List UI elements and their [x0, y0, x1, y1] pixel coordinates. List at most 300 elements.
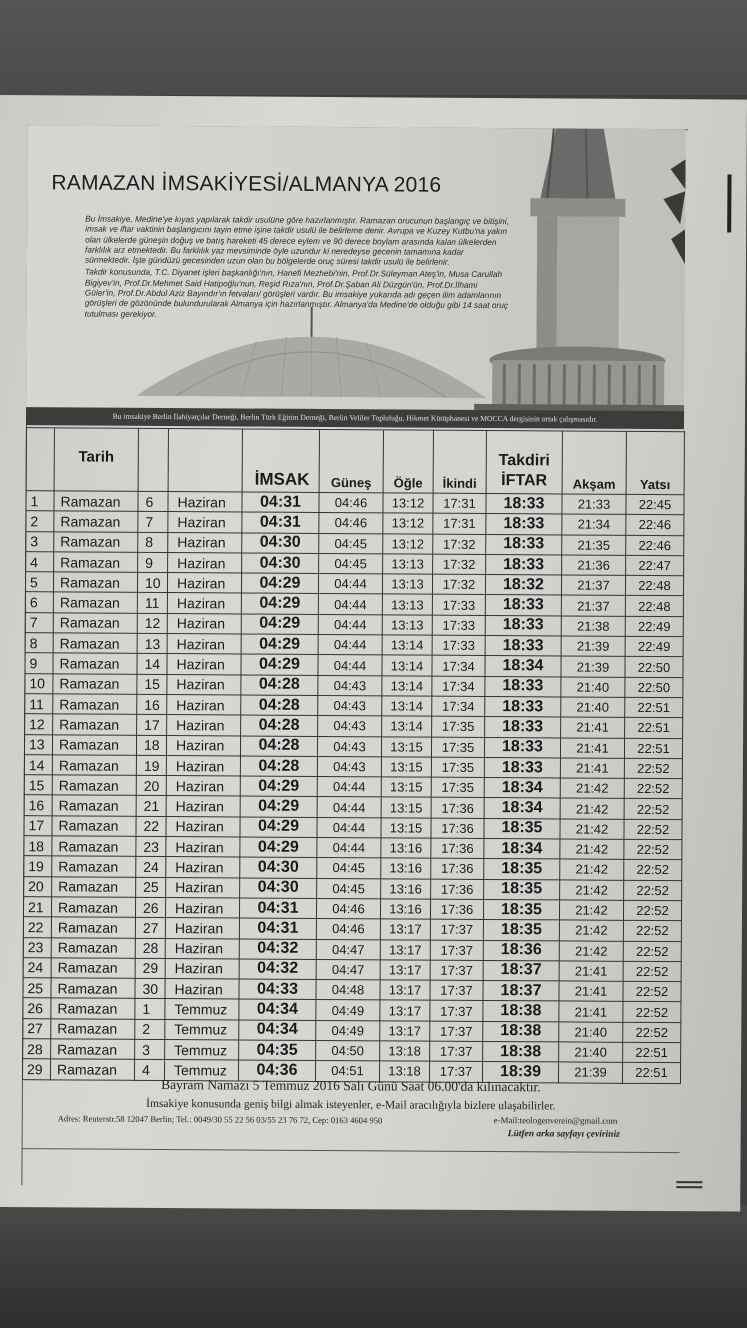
cell-day: 26: [135, 897, 165, 917]
cell-ikindi: 17:37: [430, 1001, 483, 1022]
cell-month: Haziran: [165, 958, 239, 979]
cell-aksam: 21:41: [559, 961, 623, 982]
cell-aksam: 21:42: [559, 900, 623, 921]
cell-yatsi: 22:48: [625, 576, 683, 597]
cell-iftar: 18:38: [483, 1041, 559, 1062]
cell-ikindi: 17:37: [430, 1041, 483, 1062]
cell-ogle: 13:16: [381, 858, 431, 879]
cell-no: 12: [25, 714, 53, 734]
cell-day: 28: [135, 938, 165, 958]
cell-no: 23: [23, 937, 51, 957]
cell-day: 18: [136, 735, 166, 755]
cell-aksam: 21:37: [561, 575, 625, 596]
cell-imsak: 04:31: [242, 492, 319, 513]
cell-yatsi: 22:49: [625, 616, 683, 637]
cell-iftar: 18:33: [485, 615, 561, 636]
cell-month: Haziran: [167, 634, 241, 655]
cell-ikindi: 17:35: [431, 737, 484, 758]
cell-iftar: 18:35: [484, 818, 560, 839]
cell-gunes: 04:44: [317, 837, 381, 858]
cell-imsak: 04:29: [241, 654, 318, 675]
cell-yatsi: 22:48: [625, 596, 683, 617]
cell-ramazan: Ramazan: [53, 592, 137, 613]
cell-month: Haziran: [165, 897, 239, 918]
cell-imsak: 04:28: [240, 736, 317, 757]
cell-iftar: 18:33: [484, 757, 560, 778]
page-title: RAMAZAN İMSAKİYESİ/ALMANYA 2016: [51, 171, 442, 197]
cell-day: 14: [137, 654, 167, 674]
header-ikindi: İkindi: [433, 430, 486, 493]
cell-yatsi: 22:51: [625, 697, 683, 718]
cell-imsak: 04:29: [241, 573, 318, 594]
cell-month: Haziran: [168, 532, 242, 553]
cell-yatsi: 22:46: [626, 515, 684, 536]
header-month: [168, 429, 242, 492]
cell-ramazan: Ramazan: [54, 491, 138, 512]
cell-ogle: 13:17: [380, 980, 430, 1001]
cell-ogle: 13:15: [381, 757, 431, 778]
cell-no: 22: [23, 917, 51, 937]
document: [21, 125, 685, 1189]
header-yatsi: Yatsı: [626, 431, 684, 494]
header-gunes: Güneş: [319, 429, 383, 492]
cell-no: 10: [25, 673, 53, 693]
cell-aksam: 21:40: [559, 1022, 623, 1043]
cell-ikindi: 17:34: [432, 656, 485, 677]
cell-no: 8: [25, 633, 53, 653]
cell-ikindi: 17:37: [429, 1061, 482, 1082]
cell-no: 6: [25, 592, 53, 612]
cell-ramazan: Ramazan: [51, 937, 135, 958]
cell-no: 11: [25, 694, 53, 714]
header-tarih: Tarih: [54, 428, 138, 492]
cell-month: Haziran: [167, 593, 241, 614]
cell-ogle: 13:17: [380, 939, 430, 960]
cell-imsak: 04:34: [239, 999, 316, 1020]
cell-ramazan: Ramazan: [50, 1059, 134, 1080]
cell-day: 9: [138, 552, 168, 572]
cell-month: Temmuz: [165, 1019, 239, 1040]
cell-day: 29: [135, 958, 165, 978]
cell-gunes: 04:43: [317, 756, 381, 777]
cell-ramazan: Ramazan: [51, 978, 135, 999]
cell-aksam: 21:40: [559, 1042, 623, 1063]
cell-yatsi: 22:49: [625, 636, 683, 657]
cell-month: Haziran: [167, 715, 241, 736]
cell-yatsi: 22:52: [624, 778, 682, 799]
cell-gunes: 04:44: [317, 817, 381, 838]
cell-ramazan: Ramazan: [52, 755, 136, 776]
intro-paragraph-1: Bu İmsakiye, Medine'ye kıyas yapılarak takdir usulüne göre hazırlanmıştır. Ramazan orucunun başlangıç ve bitişini, imsak ve iftar vaktinin başlangıcını tayin etme işine takdir usulü ile belirleme denir. Avrupa ve Kuzey Kutbu'na yakın olan ülkelerde güneşin doğuş ve batış hareketi 45 derece eylem ve 90 derece boylam arasında kalan ülkelerden farklılık arz etmektedir. Bu farklılık yaz mevsiminde öyle uzundur ki neredeyse gecenin tamamına kadar sürmektedir. İşte gündüzü gecesinden uzun olan bu bölgelerde oruç süresi takdir usulü ile belirlenir.: [84, 213, 509, 267]
cell-no: 4: [26, 552, 54, 572]
cell-imsak: 04:30: [240, 857, 317, 878]
cell-ikindi: 17:31: [433, 493, 486, 514]
cell-aksam: 21:40: [561, 697, 625, 718]
cell-day: 8: [138, 532, 168, 552]
cell-month: Haziran: [168, 512, 242, 533]
cell-month: Haziran: [167, 613, 241, 634]
cell-ikindi: 17:36: [430, 899, 483, 920]
cell-no: 17: [24, 815, 52, 835]
cell-ikindi: 17:35: [431, 777, 484, 798]
cell-no: 26: [23, 998, 51, 1018]
cell-ramazan: Ramazan: [53, 653, 137, 674]
cell-month: Haziran: [166, 776, 240, 797]
cell-ramazan: Ramazan: [53, 633, 137, 654]
cell-month: Haziran: [165, 918, 239, 939]
cell-ogle: 13:16: [381, 838, 431, 859]
intro-paragraph-2: Takdir konusunda, T.C. Diyanet işleri başkanlığı'nın, Hanefi Mezhebi'nin, Prof.Dr.Süleyman Ateş'in, Musa Carullah Bigiyev'in, Prof.Dr.Mehmet Said Hatipoğlu'nun, Reşid Rıza'nın, Prof.Dr.Şaban Ali Düzgün'ün, Prof.Dr.İlhami Güler'in, Prof.Dr.Abdul Aziz Bayındır'ın fetvaları/ görüşleri vardır. Bu imsakiye yukarıda adı geçen ilim adamlarının görüşleri de gözönünde bulundurularak Almanya için hazırlanmıştır. Almanya'da Medine'de olduğu gibi 14 saat oruç tutulması gerekiyor.: [84, 267, 509, 319]
cell-ramazan: Ramazan: [53, 613, 137, 634]
cell-day: 25: [136, 877, 166, 897]
cell-no: 15: [24, 775, 52, 795]
cell-aksam: 21:42: [560, 880, 624, 901]
cell-ogle: 13:13: [382, 615, 432, 636]
paper-sheet: [0, 95, 747, 1212]
turn-page-note: Lütfen arka sayfayı çeviriniz: [507, 1129, 620, 1140]
cell-gunes: 04:44: [318, 594, 382, 615]
cell-no: 2: [26, 511, 54, 531]
cell-yatsi: 22:52: [623, 961, 681, 982]
cell-day: 30: [135, 978, 165, 998]
cell-aksam: 21:33: [562, 494, 626, 515]
cell-ogle: 13:13: [382, 574, 432, 595]
cell-ramazan: Ramazan: [51, 1039, 135, 1060]
cell-day: 7: [138, 512, 168, 532]
cell-ikindi: 17:35: [431, 757, 484, 778]
cell-month: Temmuz: [165, 999, 239, 1020]
cell-ogle: 13:15: [381, 797, 431, 818]
cell-day: 16: [137, 694, 167, 714]
intro-text: [85, 214, 511, 324]
cell-aksam: 21:42: [560, 778, 624, 799]
cell-yatsi: 22:52: [624, 799, 682, 820]
cell-aksam: 21:42: [559, 940, 623, 961]
cell-imsak: 04:28: [240, 756, 317, 777]
cell-day: 15: [137, 674, 167, 694]
cell-yatsi: 22:51: [625, 718, 683, 739]
cell-ogle: 13:15: [381, 818, 431, 839]
page-edge-mark: [727, 174, 731, 232]
prayer-times-table: [22, 427, 685, 1084]
cell-imsak: 04:31: [239, 898, 316, 919]
cell-gunes: 04:45: [319, 553, 383, 574]
cell-imsak: 04:30: [242, 553, 319, 574]
cell-ogle: 13:17: [380, 960, 430, 981]
cell-gunes: 04:48: [316, 980, 380, 1001]
cell-yatsi: 22:51: [623, 1042, 681, 1063]
cell-ikindi: 17:33: [432, 615, 485, 636]
cell-ogle: 13:17: [380, 919, 430, 940]
email-link[interactable]: e-Mail:teologenverein@gmail.com: [493, 1115, 618, 1126]
cell-no: 24: [23, 957, 51, 977]
cell-ramazan: Ramazan: [54, 511, 138, 532]
cell-no: 3: [26, 531, 54, 551]
cell-iftar: 18:34: [484, 778, 560, 799]
cell-yatsi: 22:52: [624, 839, 682, 860]
cell-imsak: 04:31: [239, 918, 316, 939]
cell-ogle: 13:14: [382, 696, 432, 717]
cell-aksam: 21:39: [558, 1062, 622, 1083]
cell-imsak: 04:29: [240, 796, 317, 817]
cell-no: 16: [24, 795, 52, 815]
cell-month: Haziran: [166, 877, 240, 898]
cell-ramazan: Ramazan: [52, 816, 136, 837]
cell-ogle: 13:12: [383, 513, 433, 534]
cell-aksam: 21:34: [562, 514, 626, 535]
cell-iftar: 18:33: [485, 717, 561, 738]
cell-no: 25: [23, 978, 51, 998]
cell-iftar: 18:33: [486, 534, 562, 555]
cell-imsak: 04:31: [242, 512, 319, 533]
cell-no: 27: [23, 1018, 51, 1038]
header-ogle: Öğle: [383, 430, 433, 493]
cell-no: 29: [22, 1059, 50, 1079]
cell-gunes: 04:44: [318, 635, 382, 656]
cell-gunes: 04:49: [316, 1000, 380, 1021]
cell-no: 19: [24, 856, 52, 876]
cell-day: 23: [136, 836, 166, 856]
cell-no: 18: [24, 836, 52, 856]
cell-ramazan: Ramazan: [51, 917, 135, 938]
cell-imsak: 04:29: [240, 817, 317, 838]
cell-ogle: 13:13: [383, 554, 433, 575]
cell-aksam: 21:41: [559, 981, 623, 1002]
cell-aksam: 21:42: [560, 819, 624, 840]
cell-ikindi: 17:31: [433, 513, 486, 534]
cell-ogle: 13:18: [380, 1041, 430, 1062]
cell-yatsi: 22:52: [624, 819, 682, 840]
cell-iftar: 18:35: [483, 899, 559, 920]
cell-gunes: 04:44: [318, 614, 382, 635]
cell-yatsi: 22:52: [623, 941, 681, 962]
cell-ikindi: 17:37: [430, 940, 483, 961]
cell-ikindi: 17:35: [432, 716, 485, 737]
cell-aksam: 21:41: [560, 758, 624, 779]
header-day: [138, 428, 168, 491]
cell-imsak: 04:29: [240, 837, 317, 858]
cell-ogle: 13:18: [379, 1061, 429, 1082]
cell-month: Haziran: [167, 573, 241, 594]
cell-ikindi: 17:32: [433, 534, 486, 555]
cell-iftar: 18:34: [484, 798, 560, 819]
cell-ogle: 13:15: [381, 736, 431, 757]
cell-month: Temmuz: [165, 1040, 239, 1061]
cell-no: 28: [23, 1039, 51, 1059]
header-area: [26, 125, 686, 413]
cell-imsak: 04:30: [240, 878, 317, 899]
cell-ramazan: Ramazan: [54, 552, 138, 573]
cell-gunes: 04:43: [318, 716, 382, 737]
cell-iftar: 18:36: [483, 940, 559, 961]
cell-ikindi: 17:33: [432, 595, 485, 616]
cell-imsak: 04:35: [239, 1040, 316, 1061]
cell-iftar: 18:33: [486, 493, 562, 514]
cell-yatsi: 22:46: [626, 535, 684, 556]
cell-imsak: 04:34: [239, 1020, 316, 1041]
cell-gunes: 04:43: [317, 736, 381, 757]
cell-ikindi: 17:37: [430, 960, 483, 981]
cell-iftar: 18:33: [485, 636, 561, 657]
header-aksam: Akşam: [562, 431, 626, 494]
cell-gunes: 04:51: [315, 1061, 379, 1082]
cell-ramazan: Ramazan: [53, 714, 137, 735]
cell-imsak: 04:28: [241, 675, 318, 696]
cell-day: 1: [135, 999, 165, 1019]
cell-month: Haziran: [168, 492, 242, 513]
cell-ogle: 13:12: [383, 493, 433, 514]
cell-no: 13: [24, 734, 52, 754]
cell-month: Haziran: [166, 755, 240, 776]
cell-day: 6: [138, 491, 168, 511]
cell-gunes: 04:44: [317, 777, 381, 798]
cell-gunes: 04:44: [318, 574, 382, 595]
cell-yatsi: 22:51: [622, 1063, 680, 1084]
cell-imsak: 04:32: [239, 959, 316, 980]
cell-ikindi: 17:32: [433, 554, 486, 575]
header-iftar: [486, 430, 562, 493]
cell-aksam: 21:38: [561, 616, 625, 637]
cell-aksam: 21:42: [560, 798, 624, 819]
cell-month: Haziran: [166, 837, 240, 858]
cell-iftar: 18:33: [485, 696, 561, 717]
cell-ogle: 13:14: [382, 676, 432, 697]
cell-aksam: 21:41: [561, 717, 625, 738]
cell-imsak: 04:30: [242, 533, 319, 554]
cell-yatsi: 22:52: [623, 981, 681, 1002]
cell-ogle: 13:14: [382, 635, 432, 656]
cell-aksam: 21:36: [562, 555, 626, 576]
cell-day: 22: [136, 816, 166, 836]
cell-imsak: 04:33: [239, 979, 316, 1000]
cell-gunes: 04:44: [318, 655, 382, 676]
cell-gunes: 04:43: [318, 675, 382, 696]
cell-aksam: 21:42: [560, 839, 624, 860]
address: Adres: Reuterstr.58 12047 Berlin; Tel.: 0049/30 55 22 56 03/55 23 76 72, Cep: 0163 4604 950: [57, 1113, 383, 1126]
cell-aksam: 21:37: [561, 595, 625, 616]
cell-imsak: 04:36: [238, 1060, 315, 1081]
cell-ramazan: Ramazan: [54, 531, 138, 552]
cell-imsak: 04:29: [240, 776, 317, 797]
cell-aksam: 21:41: [560, 737, 624, 758]
cell-iftar: 18:39: [482, 1062, 558, 1083]
cell-imsak: 04:29: [241, 614, 318, 635]
cell-yatsi: 22:45: [626, 494, 684, 515]
cell-yatsi: 22:51: [624, 738, 682, 759]
cell-aksam: 21:39: [561, 636, 625, 657]
bayram-notice: Bayram Namazı 5 Temmuz 2016 Salı Günü Saat 06.00'da kılınacaktır.: [161, 1077, 541, 1095]
cell-no: 21: [23, 897, 51, 917]
cell-iftar: 18:34: [484, 839, 560, 860]
cell-ramazan: Ramazan: [51, 998, 135, 1019]
cell-yatsi: 22:47: [626, 555, 684, 576]
table-header-row: [26, 428, 684, 495]
cell-no: 20: [24, 876, 52, 896]
cell-day: 3: [135, 1039, 165, 1059]
cell-gunes: 04:47: [316, 939, 380, 960]
cell-day: 19: [136, 755, 166, 775]
cell-imsak: 04:29: [241, 593, 318, 614]
cell-iftar: 18:33: [484, 737, 560, 758]
cell-ikindi: 17:36: [431, 818, 484, 839]
cell-month: Haziran: [167, 694, 241, 715]
cell-ramazan: Ramazan: [53, 694, 137, 715]
cell-no: 14: [24, 755, 52, 775]
footer-line: [22, 1148, 680, 1153]
cell-iftar: 18:32: [485, 575, 561, 596]
cell-ikindi: 17:32: [432, 574, 485, 595]
cell-day: 13: [137, 633, 167, 653]
cell-imsak: 04:28: [241, 695, 318, 716]
cell-gunes: 04:45: [317, 878, 381, 899]
cell-iftar: 18:33: [485, 676, 561, 697]
cell-iftar: 18:33: [486, 554, 562, 575]
cell-iftar: 18:33: [485, 595, 561, 616]
cell-iftar: 18:35: [484, 859, 560, 880]
cell-yatsi: 22:52: [623, 900, 681, 921]
cell-iftar: 18:37: [483, 960, 559, 981]
cell-ikindi: 17:33: [432, 635, 485, 656]
cell-yatsi: 22:52: [624, 880, 682, 901]
cell-aksam: 21:41: [559, 1001, 623, 1022]
cell-aksam: 21:40: [561, 677, 625, 698]
cell-day: 2: [135, 1019, 165, 1039]
cell-gunes: 04:45: [317, 858, 381, 879]
cell-ikindi: 17:36: [431, 838, 484, 859]
cell-no: 7: [25, 612, 53, 632]
cell-ikindi: 17:37: [430, 1021, 483, 1042]
cell-gunes: 04:47: [316, 959, 380, 980]
cell-yatsi: 22:52: [624, 758, 682, 779]
cell-iftar: 18:38: [483, 1001, 559, 1022]
cell-imsak: 04:28: [241, 715, 318, 736]
cell-yatsi: 22:50: [625, 677, 683, 698]
cell-ramazan: Ramazan: [52, 734, 136, 755]
background-bottom: [0, 1205, 747, 1328]
cell-ramazan: Ramazan: [51, 958, 135, 979]
cell-gunes: 04:46: [316, 919, 380, 940]
cell-gunes: 04:46: [316, 898, 380, 919]
cell-month: Haziran: [166, 816, 240, 837]
cell-day: 12: [137, 613, 167, 633]
contact-info: İmsakiye konusunda geniş bilgi almak isteyenler, e-Mail aracılığıyla bizlere ulaşabilirler.: [146, 1097, 556, 1113]
cell-gunes: 04:43: [318, 695, 382, 716]
cell-day: 4: [134, 1060, 164, 1080]
cell-month: Haziran: [167, 654, 241, 675]
cell-no: 5: [25, 572, 53, 592]
cell-ikindi: 17:36: [431, 879, 484, 900]
cell-aksam: 21:42: [559, 920, 623, 941]
cell-day: 11: [137, 593, 167, 613]
cell-day: 20: [136, 776, 166, 796]
cell-ramazan: Ramazan: [51, 1019, 135, 1040]
cell-ogle: 13:14: [382, 655, 432, 676]
cell-month: Haziran: [168, 552, 242, 573]
cell-imsak: 04:32: [239, 939, 316, 960]
cell-ramazan: Ramazan: [53, 572, 137, 593]
cell-day: 10: [137, 573, 167, 593]
cell-month: Temmuz: [164, 1060, 238, 1081]
cell-ogle: 13:13: [382, 594, 432, 615]
header-no: [26, 428, 54, 491]
cell-ogle: 13:17: [380, 1000, 430, 1021]
cell-month: Haziran: [166, 857, 240, 878]
cell-gunes: 04:50: [316, 1040, 380, 1061]
cell-no: 9: [25, 653, 53, 673]
cell-ramazan: Ramazan: [51, 897, 135, 918]
cell-month: Haziran: [165, 938, 239, 959]
cell-gunes: 04:49: [316, 1020, 380, 1041]
